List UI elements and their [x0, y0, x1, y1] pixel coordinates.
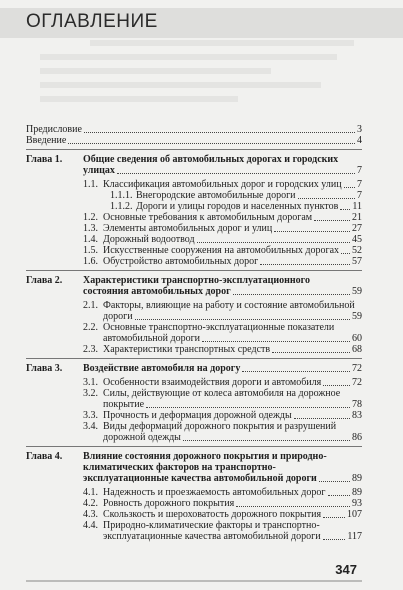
toc-page-number: 59: [352, 286, 362, 297]
leader-dots: [68, 143, 355, 144]
leader-dots: [298, 198, 355, 199]
toc-subsection[interactable]: [26, 201, 362, 212]
section-number: 1.6.: [83, 256, 98, 267]
header-bar: [0, 8, 403, 38]
leader-dots: [233, 294, 350, 295]
toc-page-number: 45: [352, 234, 362, 245]
section-number: 2.3.: [83, 344, 98, 355]
chapter-title-line: Общие сведения об автомобильных дорогах и городских: [83, 154, 339, 165]
chapter-title-line: Воздействие автомобиля на дорогу: [83, 363, 241, 374]
section-number: 2.2.: [83, 322, 98, 333]
section-number: 2.1.: [83, 300, 98, 311]
section-title-line: Природно-климатические факторы и транспортно-: [103, 520, 320, 531]
toc-page-number: 7: [357, 165, 362, 176]
chapter-title-line: эксплуатационные качества автомобильной дороги: [83, 473, 317, 484]
leader-dots: [294, 418, 350, 419]
toc-subsection[interactable]: [26, 190, 362, 201]
toc-chapter-1[interactable]: [26, 154, 362, 176]
subsection-title: Внегородские автомобильные дороги: [136, 190, 296, 201]
leader-dots: [135, 319, 350, 320]
section-title: Обустройство автомобильных дорог: [103, 256, 259, 267]
leader-dots: [323, 517, 345, 518]
toc-page-number: 11: [352, 201, 362, 212]
toc-section[interactable]: [26, 212, 362, 223]
section-number: 4.1.: [83, 487, 98, 498]
chapter-divider: [26, 270, 362, 271]
chapter-label: Глава 4.: [26, 451, 63, 462]
section-title: Характеристики транспортных средств: [103, 344, 271, 355]
section-title: Искусственные сооружения на автомобильных дорогах: [103, 245, 340, 256]
toc-section[interactable]: [26, 421, 362, 443]
toc-page-number: 59: [352, 311, 362, 322]
section-number: 4.3.: [83, 509, 98, 520]
toc-section[interactable]: [26, 300, 362, 322]
chapter-divider: [26, 358, 362, 359]
subsection-title: Дороги и улицы городов и населенных пунктов: [136, 201, 339, 212]
toc-page-number: 107: [347, 509, 362, 520]
toc-section[interactable]: [26, 498, 362, 509]
toc-page-number: 86: [352, 432, 362, 443]
toc-page-number: 78: [352, 399, 362, 410]
chapter-divider: [26, 446, 362, 447]
leader-dots: [344, 187, 355, 188]
section-title: Дорожный водоотвод: [103, 234, 195, 245]
chapter-label: Глава 1.: [26, 154, 63, 165]
toc-page-number: 7: [357, 190, 362, 201]
leader-dots: [323, 385, 350, 386]
leader-dots: [274, 231, 350, 232]
section-title-line: Основные транспортно-эксплуатационные показатели: [103, 322, 335, 333]
toc-page-number: 89: [352, 473, 362, 484]
leader-dots: [328, 495, 351, 496]
leader-dots: [341, 253, 350, 254]
toc-entry-text: Введение: [26, 135, 67, 146]
section-title: Классификация автомобильных дорог и городских улиц: [103, 179, 342, 190]
section-title-line: Виды деформаций дорожного покрытия и разрушений: [103, 421, 337, 432]
leader-dots: [319, 481, 350, 482]
section-number: 4.4.: [83, 520, 98, 531]
chapter-label: Глава 2.: [26, 275, 63, 286]
section-number: 1.1.: [83, 179, 98, 190]
section-number: 1.5.: [83, 245, 98, 256]
toc-page-number: 117: [347, 531, 362, 542]
toc-section[interactable]: [26, 179, 362, 190]
toc-section[interactable]: [26, 388, 362, 410]
leader-dots: [314, 220, 350, 221]
toc-section[interactable]: [26, 520, 362, 542]
section-title-line: дорожной одежды: [103, 432, 181, 443]
toc-page-number: 57: [352, 256, 362, 267]
page-number: 347: [335, 562, 357, 577]
leader-dots: [202, 341, 350, 342]
toc-page-number: 83: [352, 410, 362, 421]
section-number: 4.2.: [83, 498, 98, 509]
toc-page-number: 60: [352, 333, 362, 344]
chapter-title-line: Характеристики транспортно-эксплуатационного: [83, 275, 310, 286]
toc-chapter-2[interactable]: [26, 275, 362, 297]
section-title-line: покрытие: [103, 399, 145, 410]
leader-dots: [272, 352, 350, 353]
bleed-through-text: [40, 40, 370, 120]
toc-chapter-3[interactable]: [26, 363, 362, 374]
chapter-title-line: Влияние состояния дорожного покрытия и природно-: [83, 451, 327, 462]
toc-section[interactable]: [26, 322, 362, 344]
section-title: Основные требования к автомобильным дорогам: [103, 212, 313, 223]
toc-section[interactable]: [26, 234, 362, 245]
toc-page-number: 3: [357, 124, 362, 135]
leader-dots: [323, 539, 346, 540]
toc-page-number: 27: [352, 223, 362, 234]
toc-page-number: 93: [352, 498, 362, 509]
section-title: Скользкость и шероховатость дорожного покрытия: [103, 509, 322, 520]
toc-section[interactable]: [26, 487, 362, 498]
toc-entry-preface[interactable]: [26, 124, 362, 135]
section-number: 3.2.: [83, 388, 98, 399]
chapter-title-line: климатических факторов на транспортно-: [83, 462, 276, 473]
toc-entry-text: Предисловие: [26, 124, 82, 135]
toc-chapter-4[interactable]: [26, 451, 362, 484]
toc-page-number: 21: [352, 212, 362, 223]
chapter-divider: [26, 149, 362, 150]
section-title-line: автомобильной дороги: [103, 333, 201, 344]
section-number: 1.2.: [83, 212, 98, 223]
leader-dots: [146, 407, 350, 408]
section-number: 3.3.: [83, 410, 98, 421]
section-title: Ровность дорожного покрытия: [103, 498, 235, 509]
toc-entry-introduction[interactable]: [26, 135, 362, 146]
section-number: 1.4.: [83, 234, 98, 245]
leader-dots: [183, 440, 350, 441]
section-title-line: эксплуатационные качества автомобильной дороги: [103, 531, 321, 542]
toc-page-number: 72: [352, 363, 362, 374]
toc-page-number: 68: [352, 344, 362, 355]
chapter-title-line: состояния автомобильных дорог: [83, 286, 231, 297]
leader-dots: [84, 132, 355, 133]
chapter-title-line: улицах: [83, 165, 115, 176]
section-title: Особенности взаимодействия дороги и автомобиля: [103, 377, 322, 388]
subsection-number: 1.1.1.: [110, 190, 133, 201]
section-number: 3.4.: [83, 421, 98, 432]
bottom-rule: [26, 580, 362, 582]
toc-section[interactable]: [26, 377, 362, 388]
toc-page-number: 72: [352, 377, 362, 388]
subsection-number: 1.1.2.: [110, 201, 133, 212]
toc-section[interactable]: [26, 509, 362, 520]
section-number: 1.3.: [83, 223, 98, 234]
table-of-contents: [26, 124, 362, 542]
leader-dots: [197, 242, 350, 243]
toc-page-number: 7: [357, 179, 362, 190]
toc-page-number: 52: [352, 245, 362, 256]
toc-section[interactable]: [26, 256, 362, 267]
chapter-label: Глава 3.: [26, 363, 63, 374]
leader-dots: [260, 264, 350, 265]
toc-section[interactable]: [26, 344, 362, 355]
page-title: ОГЛАВЛЕНИЕ: [26, 11, 158, 32]
leader-dots: [242, 371, 350, 372]
toc-section[interactable]: [26, 245, 362, 256]
toc-page-number: 4: [357, 135, 362, 146]
toc-page-number: 89: [352, 487, 362, 498]
section-number: 3.1.: [83, 377, 98, 388]
leader-dots: [236, 506, 350, 507]
section-title: Прочность и деформация дорожной одежды: [103, 410, 292, 421]
section-title: Элементы автомобильных дорог и улиц: [103, 223, 273, 234]
toc-section[interactable]: [26, 223, 362, 234]
section-title-line: Факторы, влияющие на работу и состояние автомобильной: [103, 300, 355, 311]
toc-section[interactable]: [26, 410, 362, 421]
section-title-line: Силы, действующие от колеса автомобиля на дорожное: [103, 388, 341, 399]
leader-dots: [340, 209, 350, 210]
leader-dots: [117, 173, 355, 174]
section-title-line: дороги: [103, 311, 133, 322]
section-title: Надежность и проезжаемость автомобильных дорог: [103, 487, 326, 498]
